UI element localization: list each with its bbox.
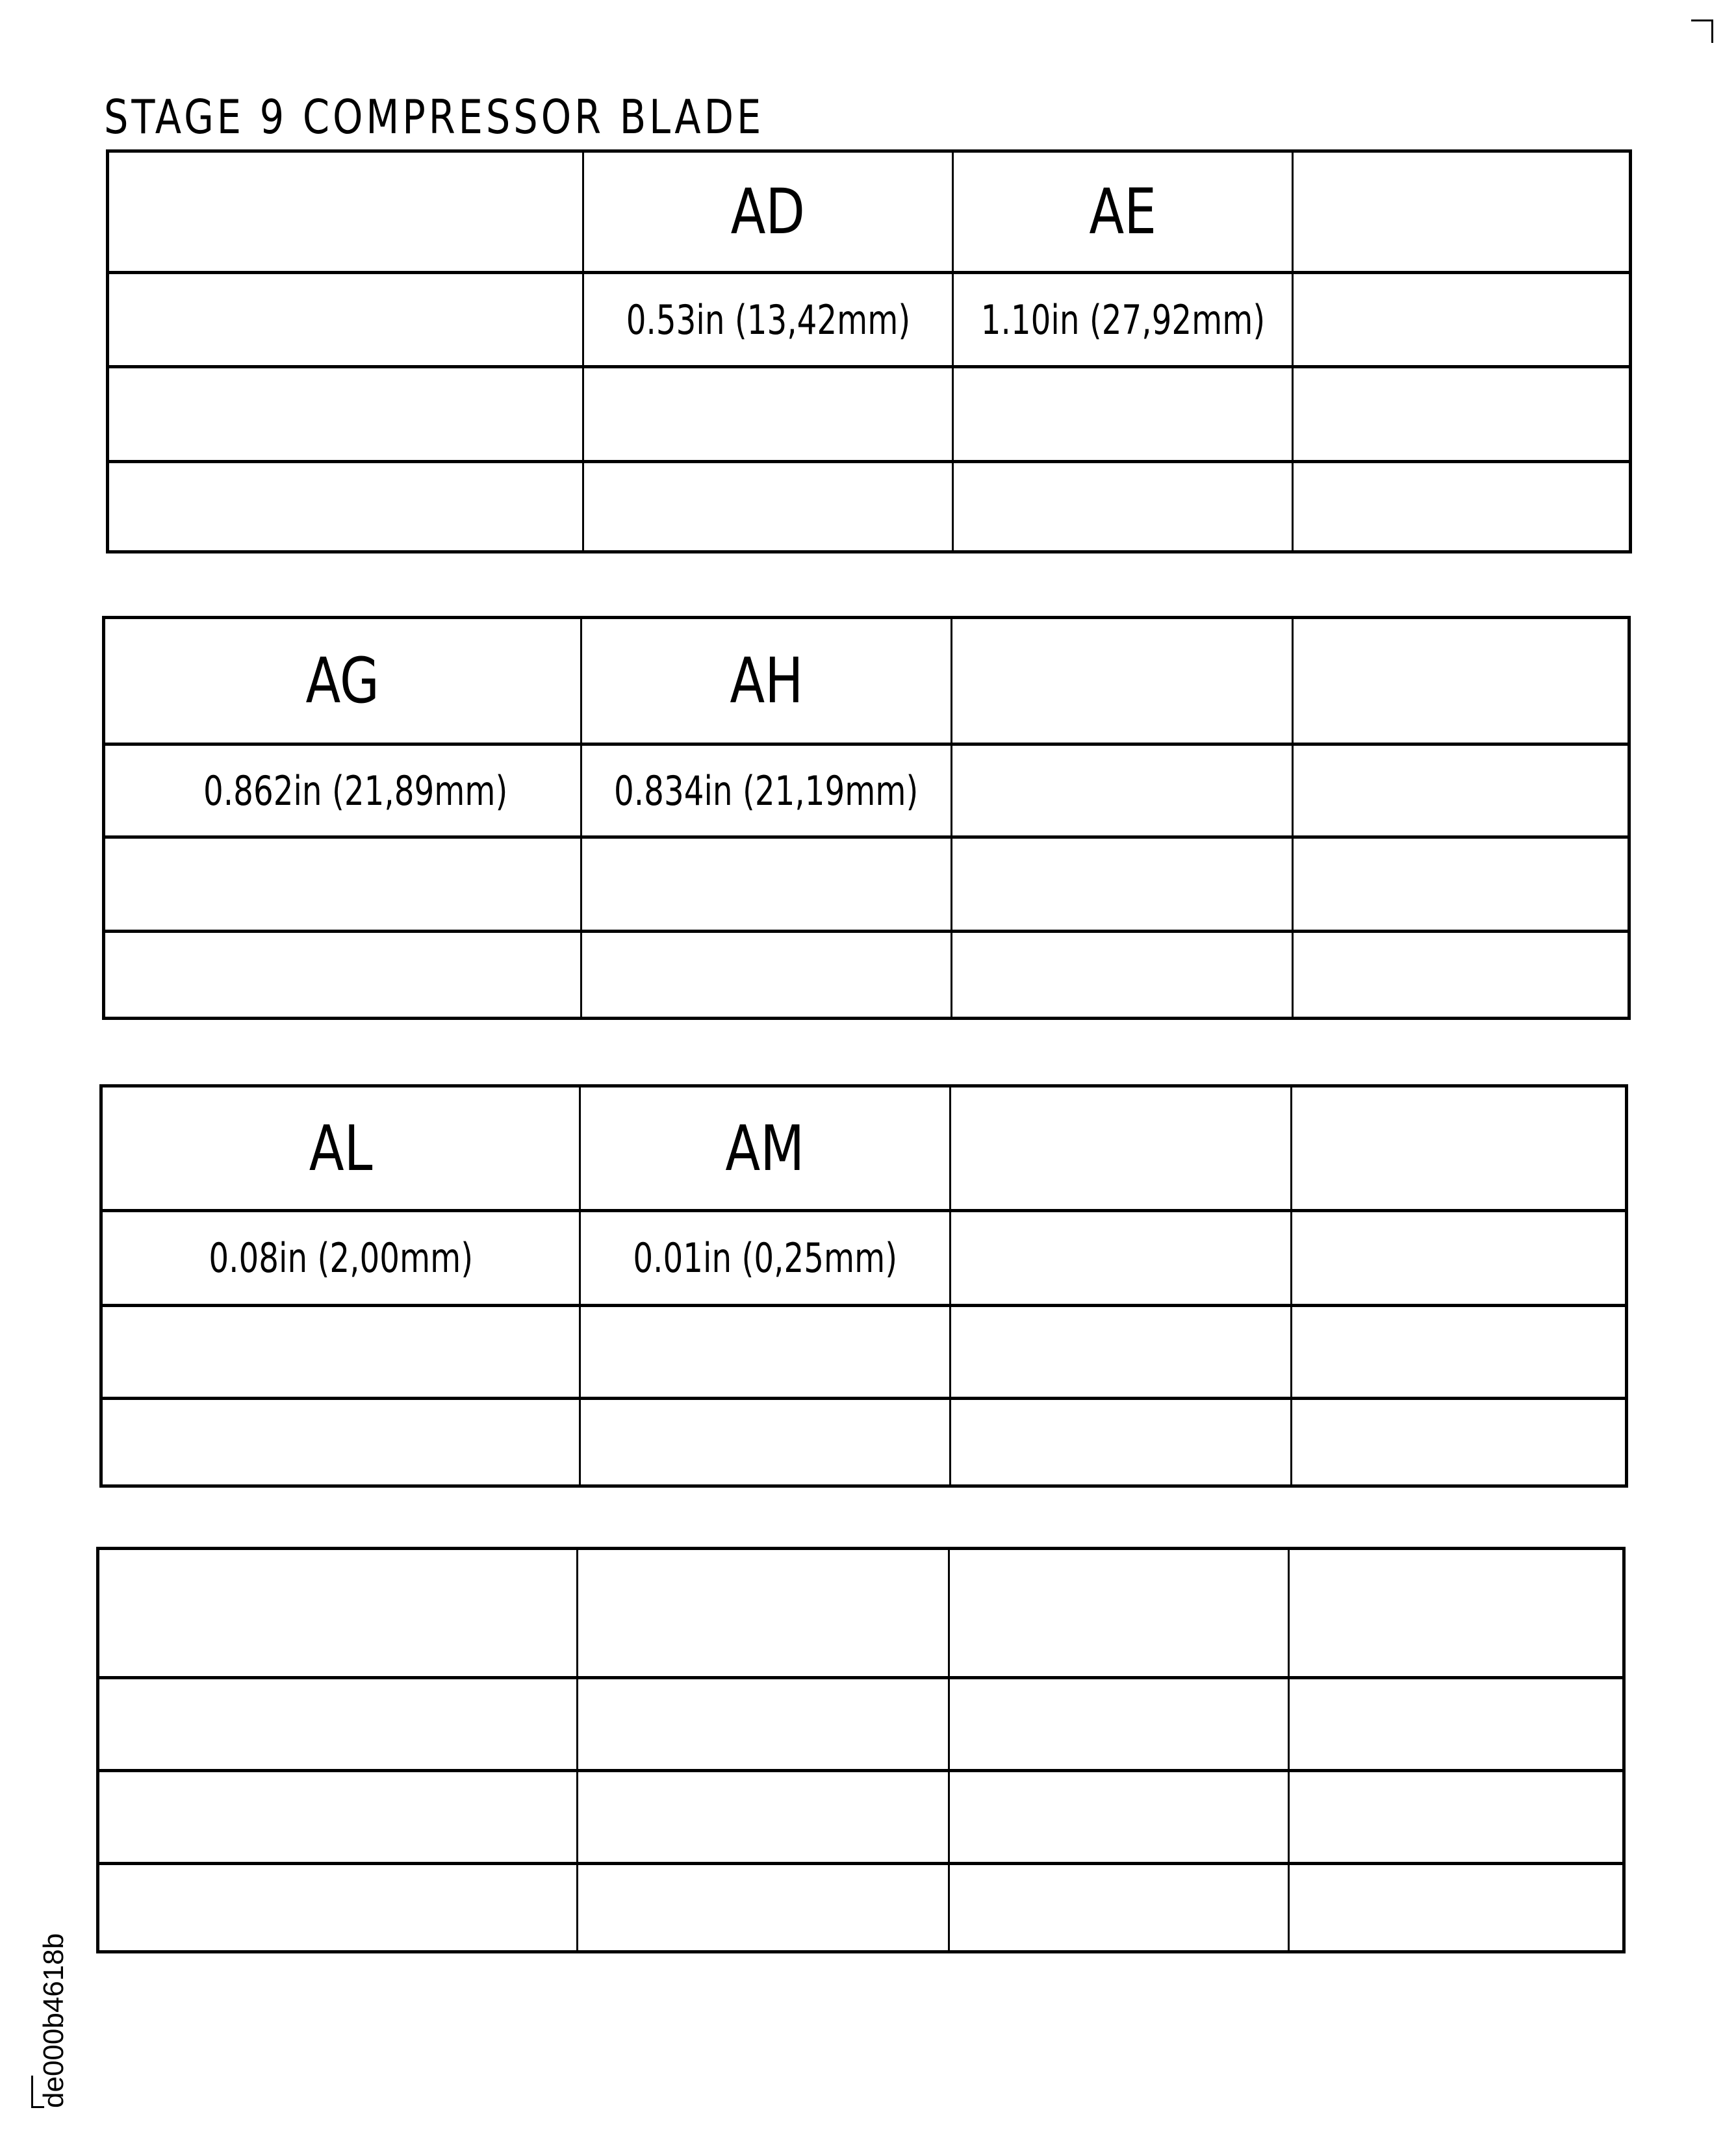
document-id: de000b4618b bbox=[38, 1933, 70, 2108]
row-divider bbox=[105, 930, 1628, 933]
row-divider bbox=[103, 1304, 1625, 1307]
row-divider bbox=[103, 1397, 1625, 1400]
row-divider bbox=[109, 460, 1629, 463]
header-cell-ag: AG bbox=[305, 644, 380, 717]
header-cell-ah: AH bbox=[729, 644, 804, 717]
header-cell bbox=[578, 1550, 948, 1676]
row-divider bbox=[99, 1862, 1622, 1865]
value-cell-al: 0.08in (2,00mm) bbox=[209, 1234, 473, 1282]
header-cell bbox=[109, 153, 582, 271]
header-cell-al: AL bbox=[309, 1112, 373, 1185]
row-divider bbox=[99, 1769, 1622, 1772]
dimension-table-2 bbox=[102, 616, 1631, 1020]
header-cell bbox=[950, 1550, 1288, 1676]
header-cell-ae: AE bbox=[1089, 175, 1156, 248]
header-cell bbox=[99, 1550, 576, 1676]
dimension-table-3 bbox=[99, 1084, 1628, 1488]
crop-mark-corner bbox=[1691, 19, 1713, 43]
value-cell bbox=[952, 746, 1292, 835]
header-cell bbox=[1292, 1087, 1628, 1209]
header-cell bbox=[1290, 1550, 1625, 1676]
header-cell bbox=[951, 1087, 1290, 1209]
header-cell bbox=[1294, 153, 1631, 271]
value-cell-ae: 1.10in (27,92mm) bbox=[980, 296, 1265, 344]
value-cell-ah: 0.834in (21,19mm) bbox=[614, 767, 919, 815]
header-cell-am: AM bbox=[725, 1112, 805, 1185]
value-cell bbox=[1294, 746, 1631, 835]
row-divider bbox=[109, 365, 1629, 368]
header-cell bbox=[952, 619, 1292, 743]
value-cell-ag: 0.862in (21,89mm) bbox=[203, 767, 508, 815]
value-cell-am: 0.01in (0,25mm) bbox=[633, 1234, 897, 1282]
row-divider bbox=[99, 1676, 1622, 1679]
value-cell bbox=[1294, 274, 1631, 365]
page-title: STAGE 9 COMPRESSOR BLADE bbox=[104, 90, 765, 144]
value-cell-ad: 0.53in (13,42mm) bbox=[626, 296, 910, 344]
row-divider bbox=[105, 835, 1628, 839]
header-cell-ad: AD bbox=[730, 175, 806, 248]
value-cell bbox=[1292, 1212, 1628, 1304]
header-cell bbox=[1294, 619, 1631, 743]
value-cell bbox=[109, 274, 582, 365]
dimension-table-1 bbox=[106, 149, 1632, 553]
dimension-table-4 bbox=[96, 1547, 1626, 1953]
value-cell bbox=[951, 1212, 1290, 1304]
